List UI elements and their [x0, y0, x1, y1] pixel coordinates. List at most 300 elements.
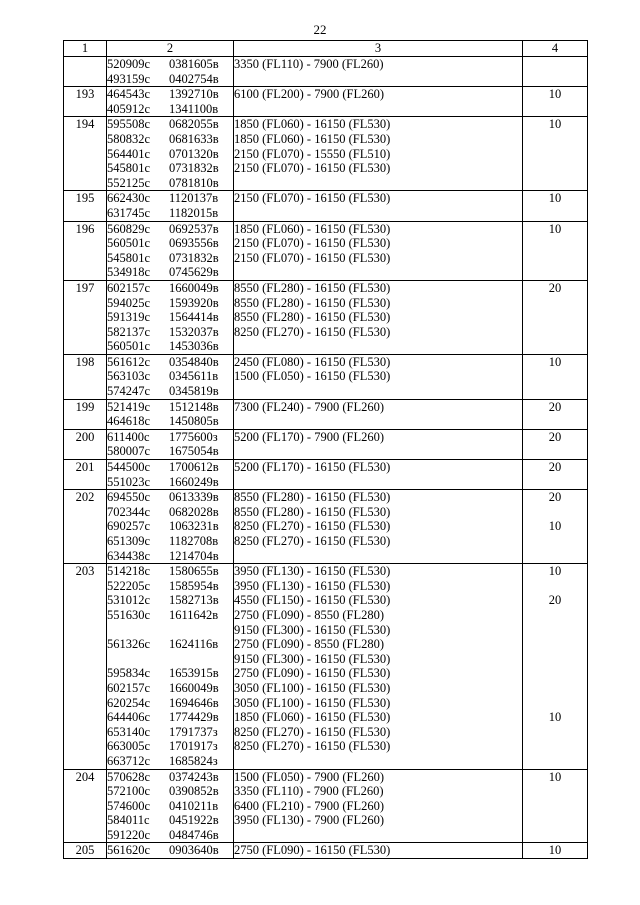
longitude: 1450805в [169, 414, 219, 429]
latitude: 644406с [107, 710, 151, 725]
latitude: 582137с [107, 324, 151, 339]
latitude: 560501с [107, 236, 151, 251]
latitude: 561620с [107, 843, 151, 858]
value [523, 161, 587, 176]
longitude: 0354840в [169, 354, 219, 369]
row-number [64, 399, 107, 429]
value [523, 784, 587, 799]
altitude-range: 3350 (FL110) - 7900 (FL260) [234, 784, 384, 799]
coordinates-cell [107, 769, 234, 843]
latitude: 531012с [107, 593, 151, 608]
coordinates-cell [107, 564, 234, 769]
altitude-range [234, 176, 522, 191]
longitude: 0345611в [169, 369, 219, 384]
altitude-cell [234, 221, 523, 280]
value [523, 176, 587, 191]
altitude-range: 3050 (FL100) - 16150 (FL530) [234, 695, 391, 710]
coordinate-line [107, 236, 233, 251]
altitude-range: 3950 (FL130) - 16150 (FL530) [234, 564, 391, 579]
value: 10 [548, 710, 562, 725]
latitude: 563103с [107, 369, 151, 384]
coordinate-line [107, 652, 233, 667]
table-row [64, 221, 588, 280]
altitude-range [234, 339, 522, 354]
value [523, 325, 587, 340]
altitude-range: 2150 (FL070) - 15550 (FL510) [234, 146, 391, 161]
coordinate-line [107, 87, 233, 102]
coordinate-line [107, 72, 233, 87]
coordinate-line [107, 384, 233, 399]
latitude: 572100с [107, 784, 151, 799]
value [523, 102, 587, 117]
altitude-range: 1850 (FL060) - 16150 (FL530) [234, 221, 391, 236]
value: 10 [548, 519, 562, 534]
longitude: 0613339в [169, 490, 219, 505]
row-number [64, 564, 107, 769]
value-cell [523, 87, 588, 117]
coordinate-line [107, 475, 233, 490]
altitude-cell [234, 191, 523, 221]
latitude: 631745с [107, 205, 151, 220]
altitude-cell [234, 57, 523, 87]
coordinates-cell [107, 57, 234, 87]
latitude: 464618с [107, 414, 151, 429]
latitude: 561326с [107, 637, 151, 652]
altitude-range: 2750 (FL090) - 16150 (FL530) [234, 843, 391, 858]
value [523, 813, 587, 828]
coordinate-line [107, 281, 233, 296]
row-number-text: 203 [75, 564, 95, 579]
value [523, 132, 587, 147]
altitude-range: 7300 (FL240) - 7900 (FL260) [234, 399, 384, 414]
value: 20 [548, 460, 562, 475]
value [523, 384, 587, 399]
longitude: 0693556в [169, 236, 219, 251]
value [523, 637, 587, 652]
coordinate-line [107, 519, 233, 534]
coordinate-line [107, 564, 233, 579]
row-number-text [64, 57, 106, 72]
column-header: 1 [64, 41, 107, 57]
table-row [64, 399, 588, 429]
latitude: 560501с [107, 339, 151, 354]
latitude: 591319с [107, 310, 151, 325]
value: 20 [548, 429, 562, 444]
coordinate-line [107, 770, 233, 785]
longitude: 1564414в [169, 310, 219, 325]
coordinate-line [107, 534, 233, 549]
longitude: 0903640в [169, 843, 219, 858]
altitude-range: 8250 (FL270) - 16150 (FL530) [234, 519, 391, 534]
longitude: 0682028в [169, 504, 219, 519]
altitude-cell [234, 354, 523, 399]
altitude-range: 9150 (FL300) - 16150 (FL530) [234, 651, 391, 666]
value-cell [523, 117, 588, 191]
altitude-range: 8550 (FL280) - 16150 (FL530) [234, 280, 391, 295]
latitude: 545801с [107, 250, 151, 265]
value [523, 505, 587, 520]
latitude: 521419с [107, 399, 151, 414]
altitude-range [234, 754, 522, 769]
coordinate-line [107, 490, 233, 505]
coordinate-line [107, 147, 233, 162]
longitude: 0681633в [169, 131, 219, 146]
altitude-range: 8550 (FL280) - 16150 (FL530) [234, 504, 391, 519]
altitude-range: 2150 (FL070) - 16150 (FL530) [234, 236, 391, 251]
altitude-cell [234, 843, 523, 859]
row-number-text: 201 [75, 460, 95, 475]
value-cell [523, 280, 588, 354]
altitude-cell [234, 564, 523, 769]
latitude: 591220с [107, 827, 151, 842]
value: 10 [548, 564, 562, 579]
value [523, 608, 587, 623]
row-number-text: 195 [75, 191, 95, 206]
altitude-range: 5200 (FL170) - 16150 (FL530) [234, 460, 391, 475]
value [523, 725, 587, 740]
coordinate-line [107, 608, 233, 623]
column-header: 4 [523, 41, 588, 57]
column-header: 3 [234, 41, 523, 57]
altitude-range: 2750 (FL090) - 8550 (FL280) [234, 637, 384, 652]
value [523, 296, 587, 311]
row-number-text: 193 [75, 87, 95, 102]
coordinates-cell [107, 191, 234, 221]
latitude: 595834с [107, 666, 151, 681]
value-cell [523, 191, 588, 221]
latitude: 580007с [107, 444, 151, 459]
longitude: 1775600з [169, 429, 218, 444]
longitude: 1453036в [169, 339, 219, 354]
value: 20 [548, 593, 562, 608]
latitude: 552125с [107, 175, 151, 190]
longitude: 1611642в [169, 607, 219, 622]
altitude-cell [234, 490, 523, 564]
altitude-range: 2450 (FL080) - 16150 (FL530) [234, 354, 391, 369]
longitude: 1512148в [169, 399, 219, 414]
latitude: 694550с [107, 490, 151, 505]
coordinate-line [107, 666, 233, 681]
longitude: 1774429в [169, 710, 219, 725]
row-number-text: 199 [75, 399, 95, 414]
value [523, 652, 587, 667]
coordinates-cell [107, 843, 234, 859]
altitude-range: 8550 (FL280) - 16150 (FL530) [234, 295, 391, 310]
longitude: 1582713в [169, 593, 219, 608]
altitude-range [234, 102, 522, 117]
value [523, 236, 587, 251]
row-number [64, 429, 107, 459]
value [523, 251, 587, 266]
longitude: 1580655в [169, 564, 219, 579]
row-number [64, 460, 107, 490]
airspace-table [63, 40, 588, 859]
latitude: 522205с [107, 578, 151, 593]
longitude: 1341100в [169, 101, 219, 116]
value [523, 696, 587, 711]
row-number [64, 843, 107, 859]
longitude: 0381605в [169, 57, 219, 71]
longitude: 0390852в [169, 784, 219, 799]
table-row [64, 191, 588, 221]
altitude-range: 3050 (FL100) - 16150 (FL530) [234, 680, 391, 695]
coordinate-line [107, 681, 233, 696]
latitude: 551630с [107, 607, 151, 622]
altitude-range [234, 828, 522, 843]
coordinates-cell [107, 399, 234, 429]
altitude-range: 8250 (FL270) - 16150 (FL530) [234, 739, 391, 754]
coordinate-line [107, 102, 233, 117]
longitude: 0345819в [169, 384, 219, 399]
altitude-range [234, 475, 522, 490]
longitude: 1593920в [169, 295, 219, 310]
coordinate-line [107, 784, 233, 799]
coordinate-line [107, 117, 233, 132]
value [523, 310, 587, 325]
latitude: 620254с [107, 695, 151, 710]
value: 10 [548, 769, 562, 784]
table-header-row [64, 41, 588, 57]
table-row [64, 564, 588, 769]
row-number [64, 221, 107, 280]
altitude-range: 9150 (FL300) - 16150 (FL530) [234, 622, 391, 637]
row-number-text: 198 [75, 354, 95, 369]
longitude: 0402754в [169, 71, 219, 86]
longitude: 1685824з [169, 753, 218, 768]
value [523, 147, 587, 162]
altitude-range [234, 265, 522, 280]
row-number-text: 194 [75, 117, 95, 132]
latitude: 690257с [107, 519, 151, 534]
longitude: 0731832в [169, 161, 219, 176]
value [523, 828, 587, 843]
coordinates-cell [107, 429, 234, 459]
altitude-cell [234, 280, 523, 354]
row-number [64, 354, 107, 399]
longitude: 0410211в [169, 798, 219, 813]
altitude-range [234, 72, 522, 87]
altitude-cell [234, 429, 523, 459]
coordinate-line [107, 339, 233, 354]
value [523, 414, 587, 429]
coordinate-line [107, 549, 233, 564]
coordinates-cell [107, 460, 234, 490]
value [523, 681, 587, 696]
row-number [64, 280, 107, 354]
value: 10 [548, 354, 562, 369]
value [523, 666, 587, 681]
page-number: 22 [313, 22, 327, 37]
altitude-range: 6100 (FL200) - 7900 (FL260) [234, 87, 384, 102]
latitude: 561612с [107, 354, 151, 369]
coordinate-line [107, 843, 233, 858]
coordinate-line [107, 637, 233, 652]
altitude-range: 3950 (FL130) - 7900 (FL260) [234, 813, 384, 828]
coordinate-line [107, 754, 233, 769]
table-row [64, 843, 588, 859]
coordinate-line [107, 176, 233, 191]
value: 10 [548, 191, 562, 206]
latitude: 464543с [107, 87, 151, 102]
latitude: 520909с [107, 57, 151, 71]
value [523, 339, 587, 354]
altitude-range: 1500 (FL050) - 16150 (FL530) [234, 369, 391, 384]
coordinate-line [107, 251, 233, 266]
coordinate-line [107, 460, 233, 475]
coordinate-line [107, 222, 233, 237]
longitude: 1624116в [169, 637, 219, 652]
row-number-text: 204 [75, 769, 95, 784]
coordinate-line [107, 400, 233, 415]
latitude: 544500с [107, 460, 151, 475]
altitude-range: 5200 (FL170) - 7900 (FL260) [234, 429, 384, 444]
longitude: 0731832в [169, 250, 219, 265]
altitude-range: 1850 (FL060) - 16150 (FL530) [234, 131, 391, 146]
longitude: 1675054в [169, 444, 219, 459]
coordinate-line [107, 813, 233, 828]
row-number [64, 769, 107, 843]
value [523, 72, 587, 87]
longitude: 0484746в [169, 827, 219, 842]
row-number [64, 57, 107, 87]
altitude-range: 6400 (FL210) - 7900 (FL260) [234, 798, 384, 813]
altitude-range: 2150 (FL070) - 16150 (FL530) [234, 250, 391, 265]
latitude: 580832с [107, 131, 151, 146]
value [523, 444, 587, 459]
row-number-text: 196 [75, 221, 95, 236]
coordinates-cell [107, 117, 234, 191]
latitude: 564401с [107, 146, 151, 161]
value-cell [523, 57, 588, 87]
latitude: 653140с [107, 724, 151, 739]
longitude: 1182015в [169, 205, 219, 220]
coordinate-line [107, 799, 233, 814]
longitude: 0374243в [169, 769, 219, 784]
coordinate-line [107, 414, 233, 429]
coordinate-line [107, 593, 233, 608]
latitude: 595508с [107, 117, 151, 132]
coordinate-line [107, 505, 233, 520]
latitude: 663712с [107, 753, 151, 768]
latitude: 493159с [107, 71, 151, 86]
value: 20 [548, 399, 562, 414]
longitude: 0451922в [169, 813, 219, 828]
latitude: 702344с [107, 504, 151, 519]
longitude: 0781810в [169, 175, 219, 190]
value: 20 [548, 280, 562, 295]
altitude-cell [234, 117, 523, 191]
altitude-range: 3950 (FL130) - 16150 (FL530) [234, 578, 391, 593]
coordinates-cell [107, 221, 234, 280]
coordinate-line [107, 710, 233, 725]
longitude: 1694646в [169, 695, 219, 710]
latitude: 651309с [107, 534, 151, 548]
altitude-cell [234, 460, 523, 490]
coordinate-line [107, 325, 233, 340]
coordinate-line [107, 739, 233, 754]
table-row [64, 280, 588, 354]
latitude: 602157с [107, 280, 151, 295]
table-row [64, 769, 588, 843]
altitude-range [234, 414, 522, 429]
table-row [64, 460, 588, 490]
coordinate-line [107, 310, 233, 325]
value [523, 206, 587, 221]
coordinate-line [107, 57, 233, 72]
longitude: 1660049в [169, 680, 219, 695]
coordinate-line [107, 725, 233, 740]
coordinates-cell [107, 280, 234, 354]
altitude-cell [234, 769, 523, 843]
row-number [64, 117, 107, 191]
latitude: 514218с [107, 564, 151, 579]
longitude: 1063231в [169, 519, 219, 534]
table-row [64, 354, 588, 399]
altitude-range: 8550 (FL280) - 16150 (FL530) [234, 310, 391, 325]
longitude: 1700612в [169, 460, 219, 475]
value: 20 [548, 490, 562, 505]
coordinate-line [107, 623, 233, 638]
coordinates-cell [107, 354, 234, 399]
value [523, 623, 587, 638]
coordinate-line [107, 355, 233, 370]
latitude: 545801с [107, 161, 151, 176]
longitude: 1182708в [169, 534, 219, 548]
longitude: 1585954в [169, 578, 219, 593]
coordinates-cell [107, 87, 234, 117]
table-row [64, 57, 588, 87]
value-cell [523, 354, 588, 399]
latitude: 584011с [107, 813, 150, 828]
value [523, 799, 587, 814]
latitude: 594025с [107, 295, 151, 310]
coordinate-line [107, 828, 233, 843]
value [523, 265, 587, 280]
altitude-cell [234, 87, 523, 117]
longitude: 1660049в [169, 280, 219, 295]
altitude-range [234, 206, 522, 221]
altitude-range: 2750 (FL090) - 8550 (FL280) [234, 607, 384, 622]
value-cell [523, 429, 588, 459]
longitude: 1214704в [169, 548, 219, 563]
longitude: 1120137в [169, 191, 219, 206]
altitude-range: 1500 (FL050) - 7900 (FL260) [234, 769, 384, 784]
longitude: 0682055в [169, 117, 219, 132]
coordinates-cell [107, 490, 234, 564]
value [523, 579, 587, 594]
coordinate-line [107, 430, 233, 445]
latitude: 551023с [107, 474, 151, 489]
coordinate-line [107, 296, 233, 311]
latitude: 663005с [107, 739, 151, 754]
coordinate-line [107, 191, 233, 206]
altitude-range: 1850 (FL060) - 16150 (FL530) [234, 117, 391, 132]
value: 10 [548, 117, 562, 132]
column-header: 2 [107, 41, 234, 57]
value-cell [523, 769, 588, 843]
longitude: 0701320в [169, 146, 219, 161]
table-row [64, 429, 588, 459]
value-cell [523, 564, 588, 769]
altitude-range: 8250 (FL270) - 16150 (FL530) [234, 324, 391, 339]
row-number [64, 87, 107, 117]
value-cell [523, 221, 588, 280]
value [523, 369, 587, 384]
longitude: 0692537в [169, 221, 219, 236]
latitude: 602157с [107, 680, 151, 695]
altitude-range: 8250 (FL270) - 16150 (FL530) [234, 724, 391, 739]
altitude-range: 8550 (FL280) - 16150 (FL530) [234, 490, 391, 505]
